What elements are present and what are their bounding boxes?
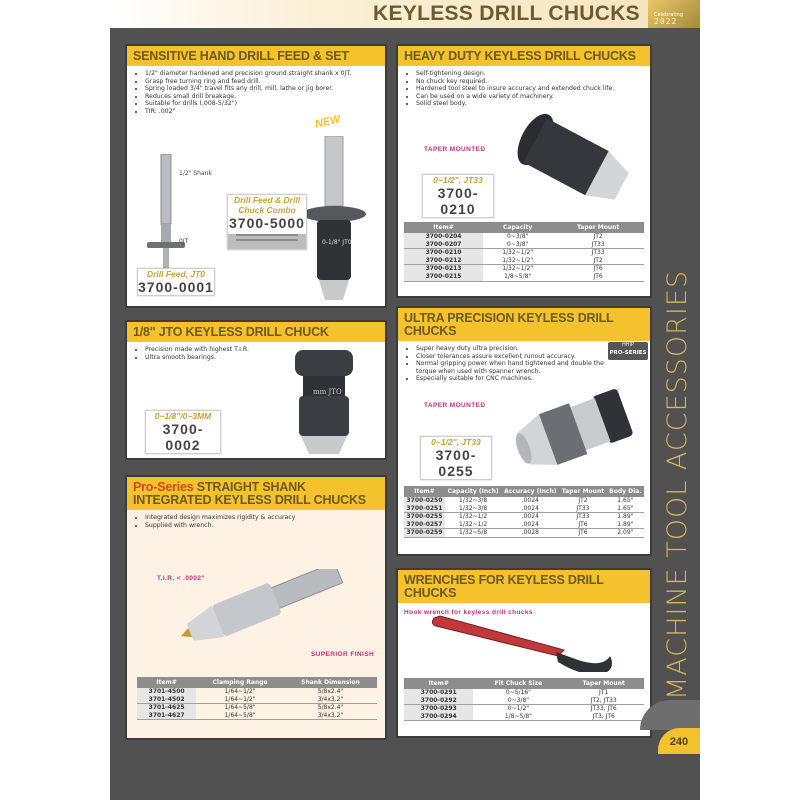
item-number: 3700-0207 <box>404 241 483 249</box>
ultra-precision-part-number: 3700-0255 <box>435 447 477 479</box>
panel-title: HEAVY DUTY KEYLESS DRILL CHUCKS <box>398 46 650 66</box>
badge-label: Celebrating <box>654 12 684 18</box>
ultra-precision-spec: 0~1/2", JT33 <box>431 437 481 447</box>
page-title: KEYLESS DRILL CHUCKS <box>373 2 640 25</box>
section-label: MACHINE TOOL ACCESSORIES <box>662 269 693 700</box>
column-header: Clamping Range <box>196 677 284 688</box>
table-row <box>404 241 644 249</box>
item-number: 3700-0255 <box>404 513 445 521</box>
table-cell: 1/64~5/8" <box>196 704 284 712</box>
table-header-row <box>404 486 644 497</box>
column-header: Taper Mount <box>552 222 644 233</box>
table-cell: 5/8x2.4" <box>284 704 377 712</box>
panel-pro-series-straight-shank <box>125 475 387 740</box>
heavy-duty-spec: 0~1/2", JT33 <box>433 175 483 185</box>
table-cell: JT2, JT33 <box>590 696 617 704</box>
item-number: 3701-4500 <box>137 688 196 696</box>
table-cell: 1/32~1/2" <box>502 256 534 264</box>
ultra-precision-callout <box>420 436 492 480</box>
feature-item: • 1/2" diameter hardened and precision ground straight shank x 0JT. <box>145 70 385 78</box>
table-row <box>404 265 644 273</box>
panel-title <box>127 477 385 510</box>
table-row <box>404 689 644 697</box>
panel-jto-chuck <box>125 320 387 460</box>
column-header: Fit Chuck Size <box>473 678 563 689</box>
column-header: Body Dia. <box>607 486 644 497</box>
ultra-precision-table <box>404 486 644 538</box>
table-cell: JT1 <box>599 689 609 696</box>
table-row <box>404 529 644 538</box>
feature-item: • Grasp free turning ring and feed drill. <box>145 78 385 86</box>
feature-item: • Integrated design maximizes rigidity & accuracy <box>145 514 385 522</box>
item-number: 3700-0259 <box>404 529 445 538</box>
table-row <box>137 704 377 712</box>
feature-item: • Normal gripping power when hand tightened and double the torque when used with spanner wrench. <box>416 360 616 375</box>
table-row <box>137 696 377 704</box>
wrench-subtitle: Hook wrench for keyless drill chucks <box>404 609 533 616</box>
panel-heavy-duty <box>396 44 652 298</box>
column-header: Item# <box>404 222 483 233</box>
feature-item: • Solid steel body. <box>416 100 650 108</box>
column-header: Item# <box>404 486 445 497</box>
panel-title-text: STRAIGHT SHANK INTEGRATED KEYLESS DRILL CHUCKS <box>133 480 366 507</box>
table-row <box>137 688 377 696</box>
table-cell: JT33 <box>591 240 605 248</box>
table-cell: JT6 <box>552 265 644 273</box>
item-number: 3700-0210 <box>404 249 483 257</box>
feature-item: • Precision made with highest T.I.R. <box>145 346 385 354</box>
feature-item: • Can be used on a wide variety of machinery. <box>416 93 650 101</box>
feature-item: • Reduces small drill breakage. <box>145 93 385 101</box>
table-cell: 1/64~1/2" <box>224 688 256 695</box>
feature-item: • Closer tolerances assure excellent runout accuracy. <box>416 353 616 361</box>
table-cell: 1/32~1/2 <box>459 520 488 528</box>
panel-ultra-precision <box>396 306 652 556</box>
table-row <box>404 513 644 521</box>
table-cell: 3/4x3.2" <box>284 712 377 720</box>
table-row <box>404 249 644 257</box>
feed-part-number: 3700-0001 <box>138 279 214 295</box>
item-number: 3700-0250 <box>404 497 445 505</box>
table-cell: JT2 <box>593 233 603 240</box>
table-row <box>137 712 377 720</box>
feature-item: • Spring loaded 3/4" travel fits any drill, mill, lathe or jig borer. <box>145 85 385 93</box>
feature-item: • Especially suitable for CNC machines. <box>416 375 616 383</box>
column-header: Taper Mount <box>563 678 644 689</box>
panel-title: 1/8" JTO KEYLESS DRILL CHUCK <box>127 322 385 342</box>
hook-wrench-image <box>428 612 628 672</box>
catalog-page <box>110 0 700 800</box>
feature-item: • Supplied with wrench. <box>145 522 385 530</box>
heavy-duty-part-number: 3700-0210 <box>437 185 479 217</box>
table-header-row <box>404 678 644 689</box>
table-cell: .0024 <box>521 504 539 512</box>
table-cell: JT33 <box>552 249 644 257</box>
panel-wrenches <box>396 568 652 738</box>
taper-mounted-label: TAPER MOUNTED <box>424 146 486 153</box>
column-header: Capacity <box>483 222 552 233</box>
table-cell: 1/64~1/2" <box>224 695 256 703</box>
table-cell: 0~3/8" <box>507 233 529 240</box>
table-cell: 1.65" <box>617 497 634 504</box>
feature-list <box>398 345 616 383</box>
table-row <box>404 521 644 529</box>
table-cell: .0024 <box>501 513 559 521</box>
column-header: Shank Dimension <box>284 677 377 688</box>
drill-chuck-combo-image <box>299 136 369 306</box>
table-row <box>404 273 644 281</box>
column-header: Item# <box>404 678 473 689</box>
feature-item: • Hardened tool steel to insure accuracy and extended chuck life. <box>416 85 650 93</box>
combo-fine-print <box>228 234 306 249</box>
column-header: Item# <box>137 677 196 688</box>
feature-item: • Ultra smooth bearings. <box>145 354 385 362</box>
feature-list <box>127 514 385 529</box>
jto-chuck-image <box>289 350 359 458</box>
feature-item: • Super heavy duty ultra precision. <box>416 345 616 353</box>
table-cell: 1.65" <box>617 504 634 512</box>
wrenches-table <box>404 678 644 721</box>
panel-hand-drill-feed <box>125 44 387 308</box>
table-cell: 0~1/2" <box>473 705 563 713</box>
pro-badge-label: PRO-SERIES <box>609 350 647 356</box>
tir-label: T.I.R. < .0002" <box>157 575 205 582</box>
table-cell: JT33 <box>559 513 606 521</box>
feed-callout <box>137 268 215 296</box>
feature-item: • Suitable for drills (.008-5/32") <box>145 100 385 108</box>
svg-text:0-1/8" JT0: 0-1/8" JT0 <box>322 239 352 246</box>
straight-shank-chuck-image <box>167 569 367 649</box>
table-cell: 3/4x3.2" <box>317 695 344 703</box>
item-number: 3700-0257 <box>404 521 445 529</box>
table-row <box>404 705 644 713</box>
feature-list <box>127 70 385 116</box>
table-cell: JT6 <box>578 520 588 528</box>
table-cell: 1/32~3/8 <box>459 497 488 504</box>
table-cell: JT6 <box>559 529 606 538</box>
anniversary-badge <box>648 0 700 28</box>
table-row <box>404 697 644 705</box>
table-cell: .0024 <box>521 520 539 528</box>
heavy-duty-table <box>404 222 644 282</box>
feed-spec: Drill Feed, JT0 <box>146 269 206 279</box>
table-cell: 1/8~5/8" <box>473 713 563 721</box>
table-cell: 1/32~1/2 <box>445 513 501 521</box>
feature-item: • TIR: .002" <box>145 108 385 116</box>
table-cell: 5/8x2.4" <box>317 688 344 695</box>
table-cell: 1/64~5/8" <box>196 712 284 720</box>
heavy-duty-chuck-image <box>498 110 648 220</box>
table-header-row <box>137 677 377 688</box>
table-cell: JT3, JT6 <box>563 713 644 721</box>
panel-title: SENSITIVE HAND DRILL FEED & SET <box>127 46 385 66</box>
table-cell: 1/32~1/2" <box>483 249 552 257</box>
page-header <box>110 0 700 28</box>
item-number: 3701-4502 <box>137 696 196 704</box>
item-number: 3700-0294 <box>404 713 473 721</box>
table-cell: .0024 <box>521 497 539 504</box>
column-header: Accuracy (Inch) <box>501 486 559 497</box>
page-number: 240 <box>658 728 700 754</box>
item-number: 3700-0212 <box>404 257 483 265</box>
shank-label: 1/2" Shank <box>179 170 212 177</box>
item-number: 3700-0213 <box>404 265 483 273</box>
column-header: Taper Mount <box>559 486 606 497</box>
jto-spec: 0~1/8"/0~3MM <box>154 411 212 421</box>
table-row <box>404 505 644 513</box>
table-cell: 0~5/16" <box>505 689 531 696</box>
table-cell: JT33, JT6 <box>563 705 644 713</box>
item-number: 3700-0292 <box>404 697 473 705</box>
table-cell: 2.09" <box>607 529 644 538</box>
table-row <box>404 497 644 505</box>
svg-text:mm JTO: mm JTO <box>313 388 342 396</box>
item-number: 3700-0293 <box>404 705 473 713</box>
table-row <box>404 233 644 241</box>
table-cell: 0~3/8" <box>507 696 530 704</box>
table-row <box>404 713 644 721</box>
pro-series-badge <box>608 342 648 360</box>
table-cell: JT2 <box>593 256 603 264</box>
item-number: 3701-4625 <box>137 704 196 712</box>
table-cell: 1/32~3/8 <box>459 504 488 512</box>
combo-part-number: 3700-5000 <box>229 215 305 231</box>
pro-series-table <box>137 677 377 720</box>
pro-series-label: Pro-Series <box>133 480 194 494</box>
table-cell: JT2 <box>578 497 588 504</box>
table-cell: 1/8~5/8" <box>483 273 552 281</box>
item-number: 3700-0215 <box>404 273 483 281</box>
heavy-duty-callout <box>422 174 494 218</box>
panel-title: WRENCHES FOR KEYLESS DRILL CHUCKS <box>398 570 650 603</box>
jto-part-number: 3700-0002 <box>162 421 204 453</box>
panel-title: ULTRA PRECISION KEYLESS DRILL CHUCKS <box>398 308 650 341</box>
ultra-precision-chuck-image <box>508 384 648 484</box>
finish-label: SUPERIOR FINISH <box>311 651 375 658</box>
item-number: 3700-0291 <box>404 689 473 697</box>
pro-badge-brand: HHIP <box>621 342 634 348</box>
combo-callout <box>227 194 307 250</box>
badge-year: 2022 <box>654 17 678 26</box>
column-header: Capacity (Inch) <box>445 486 501 497</box>
table-cell: JT33 <box>576 504 590 512</box>
taper-mounted-label: TAPER MOUNTED <box>424 402 486 409</box>
combo-spec: Drill Feed & Drill Chuck Combo <box>233 195 301 215</box>
new-tag: NEW <box>314 113 342 131</box>
table-header-row <box>404 222 644 233</box>
feature-item: • No chuck key required. <box>416 78 650 86</box>
item-number: 3700-0251 <box>404 505 445 513</box>
feature-list <box>398 70 650 108</box>
table-cell: 1.89" <box>607 513 644 521</box>
jto-callout <box>145 410 221 454</box>
item-number: 3701-4627 <box>137 712 196 720</box>
item-number: 3700-0204 <box>404 233 483 241</box>
table-cell: 1.89" <box>617 520 634 528</box>
table-cell: .0028 <box>501 529 559 538</box>
table-row <box>404 257 644 265</box>
ojt-label: 0JT <box>179 238 189 245</box>
table-cell: 1/32~1/2" <box>483 265 552 273</box>
table-cell: JT6 <box>552 273 644 281</box>
feature-item: • Self-tightening design. <box>416 70 650 78</box>
table-cell: 1/32~5/8 <box>445 529 501 538</box>
table-cell: 0~3/8" <box>507 240 529 248</box>
